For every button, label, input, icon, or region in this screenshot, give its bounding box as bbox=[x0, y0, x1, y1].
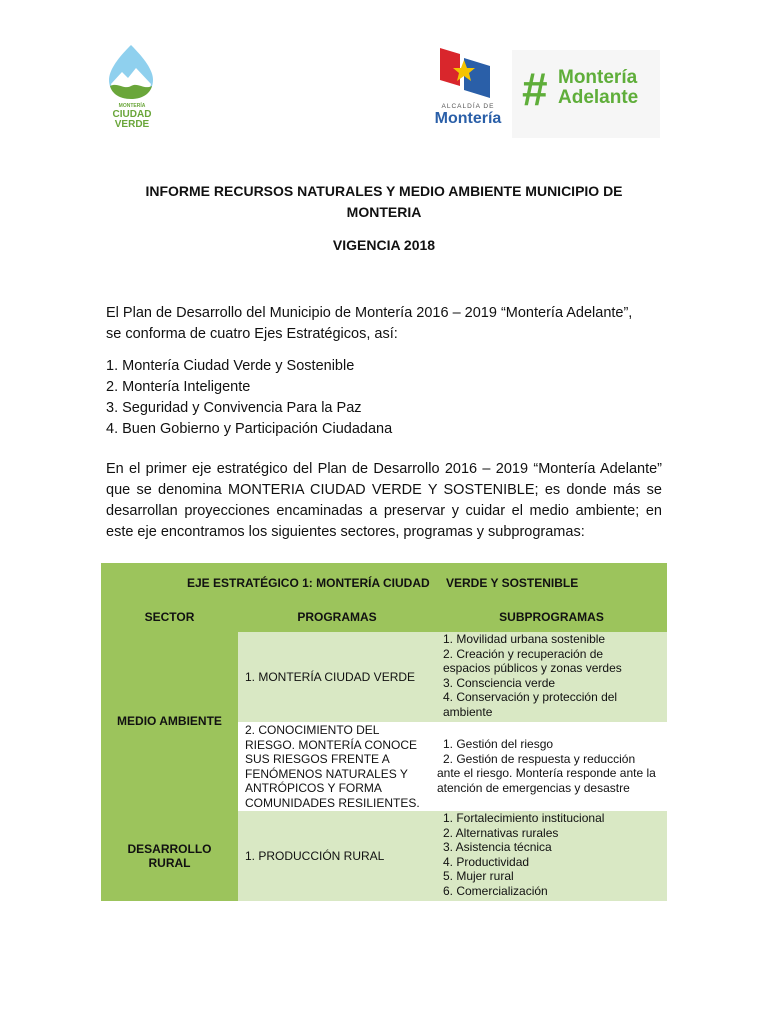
table-title-part1: EJE ESTRATÉGICO 1: MONTERÍA CIUDAD bbox=[187, 576, 430, 590]
monteria-adelante-logo bbox=[512, 50, 660, 138]
title-line-2: MONTERIA bbox=[346, 204, 422, 220]
subprogram-item: 3. Consciencia verde bbox=[443, 675, 556, 690]
program-line: ANTRÓPICOS Y FORMA bbox=[245, 781, 382, 795]
sector-line: DESARROLLO bbox=[127, 841, 212, 856]
header-programas: PROGRAMAS bbox=[238, 603, 436, 632]
program-line: RIESGO. MONTERÍA CONOCE bbox=[245, 737, 418, 752]
subprograms-rural bbox=[436, 811, 667, 901]
program-monteria-ciudad-verde: 1. MONTERÍA CIUDAD VERDE bbox=[238, 632, 436, 722]
intro-paragraph bbox=[106, 303, 662, 345]
subprogram-item: 2. Alternativas rurales bbox=[443, 825, 559, 840]
sector-desarrollo-rural bbox=[101, 811, 238, 901]
vigencia-heading: VIGENCIA 2018 bbox=[332, 237, 436, 253]
alcaldia-monteria-logo bbox=[426, 46, 510, 134]
header-subprogramas: SUBPROGRAMAS bbox=[436, 603, 667, 632]
strategic-axes-list bbox=[106, 356, 662, 440]
axis-item: 1. Montería Ciudad Verde y Sostenible bbox=[106, 358, 355, 374]
axis-item: 3. Seguridad y Convivencia Para la Paz bbox=[106, 400, 362, 416]
title-line-1: INFORME RECURSOS NATURALES Y MEDIO AMBIENTE MUNICIPIO DE bbox=[145, 183, 623, 199]
logo-left-line1: MONTERÍA bbox=[118, 103, 146, 109]
subprogram-item: ante el riesgo. Montería responde ante la bbox=[437, 766, 656, 780]
subprogram-item: 1. Fortalecimiento institucional bbox=[443, 811, 605, 825]
sector-line: RURAL bbox=[148, 856, 191, 870]
program-line: FENÓMENOS NATURALES Y bbox=[245, 766, 408, 781]
subprogram-item: 5. Mujer rural bbox=[443, 869, 514, 883]
subprogram-item: ambiente bbox=[443, 704, 493, 719]
subprogram-item: 1. Movilidad urbana sostenible bbox=[443, 632, 606, 646]
program-line: COMUNIDADES RESILIENTES. bbox=[245, 795, 420, 810]
program-produccion-rural: 1. PRODUCCIÓN RURAL bbox=[238, 811, 436, 901]
intro-line-1: El Plan de Desarrollo del Municipio de Montería 2016 – 2019 “Montería Adelante”, bbox=[106, 305, 633, 321]
logo-center-big-text: Montería bbox=[434, 110, 502, 127]
axis-item: 4. Buen Gobierno y Participación Ciudadana bbox=[106, 421, 393, 437]
subprograms-ciudad-verde bbox=[436, 632, 667, 722]
subprogram-item: 1. Gestión del riesgo bbox=[443, 737, 554, 751]
strategic-axis-table bbox=[101, 563, 667, 901]
subprogram-item: 2. Gestión de respuesta y reducción bbox=[443, 751, 636, 766]
logo-left-line3: VERDE bbox=[114, 119, 150, 130]
subprogram-item: 2. Creación y recuperación de bbox=[443, 646, 604, 661]
logo-right-line2: Adelante bbox=[558, 87, 639, 108]
program-line: SUS RIESGOS FRENTE A bbox=[245, 752, 390, 766]
logo-center-small-text: ALCALDÍA DE bbox=[441, 103, 495, 110]
subprograms-riesgo bbox=[436, 722, 667, 811]
program-conocimiento-riesgo bbox=[238, 722, 436, 811]
subprogram-item: espacios públicos y zonas verdes bbox=[443, 661, 622, 675]
intro-line-2: se conforma de cuatro Ejes Estratégicos, así: bbox=[106, 326, 398, 342]
document-title bbox=[110, 181, 658, 223]
water-drop-icon bbox=[108, 44, 154, 100]
program-line: 2. CONOCIMIENTO DEL bbox=[245, 723, 380, 737]
axis-item: 2. Montería Inteligente bbox=[106, 379, 251, 395]
logo-left-line2: CIUDAD bbox=[112, 109, 152, 120]
logo-right-line1: Montería bbox=[558, 67, 638, 88]
subprogram-item: 6. Comercialización bbox=[443, 883, 548, 898]
subprogram-item: 4. Productividad bbox=[443, 854, 530, 869]
table-title-row bbox=[101, 563, 667, 603]
subprogram-item: atención de emergencias y desastre bbox=[437, 780, 630, 795]
monteria-ciudad-verde-logo bbox=[100, 44, 164, 136]
table-title-part2: VERDE Y SOSTENIBLE bbox=[446, 576, 579, 590]
header-sector: SECTOR bbox=[101, 603, 238, 632]
subprogram-item: 4. Conservación y protección del bbox=[443, 690, 618, 704]
subprogram-item: 3. Asistencia técnica bbox=[443, 840, 552, 854]
hashtag-symbol: # bbox=[522, 63, 548, 115]
sector-medio-ambiente: MEDIO AMBIENTE bbox=[101, 632, 238, 811]
body-paragraph: En el primer eje estratégico del Plan de Desarrollo 2016 – 2019 “Montería Adelante” que se denomina MONTERIA CIUDAD VERDE Y SOSTENIBLE; es donde más se desarrollan proyecciones encaminadas a preservar y cuidar el medio ambiente; en este eje encontramos los siguientes sectores, programas y subprogramas: bbox=[106, 461, 662, 540]
alcaldia-emblem-icon bbox=[434, 46, 496, 102]
